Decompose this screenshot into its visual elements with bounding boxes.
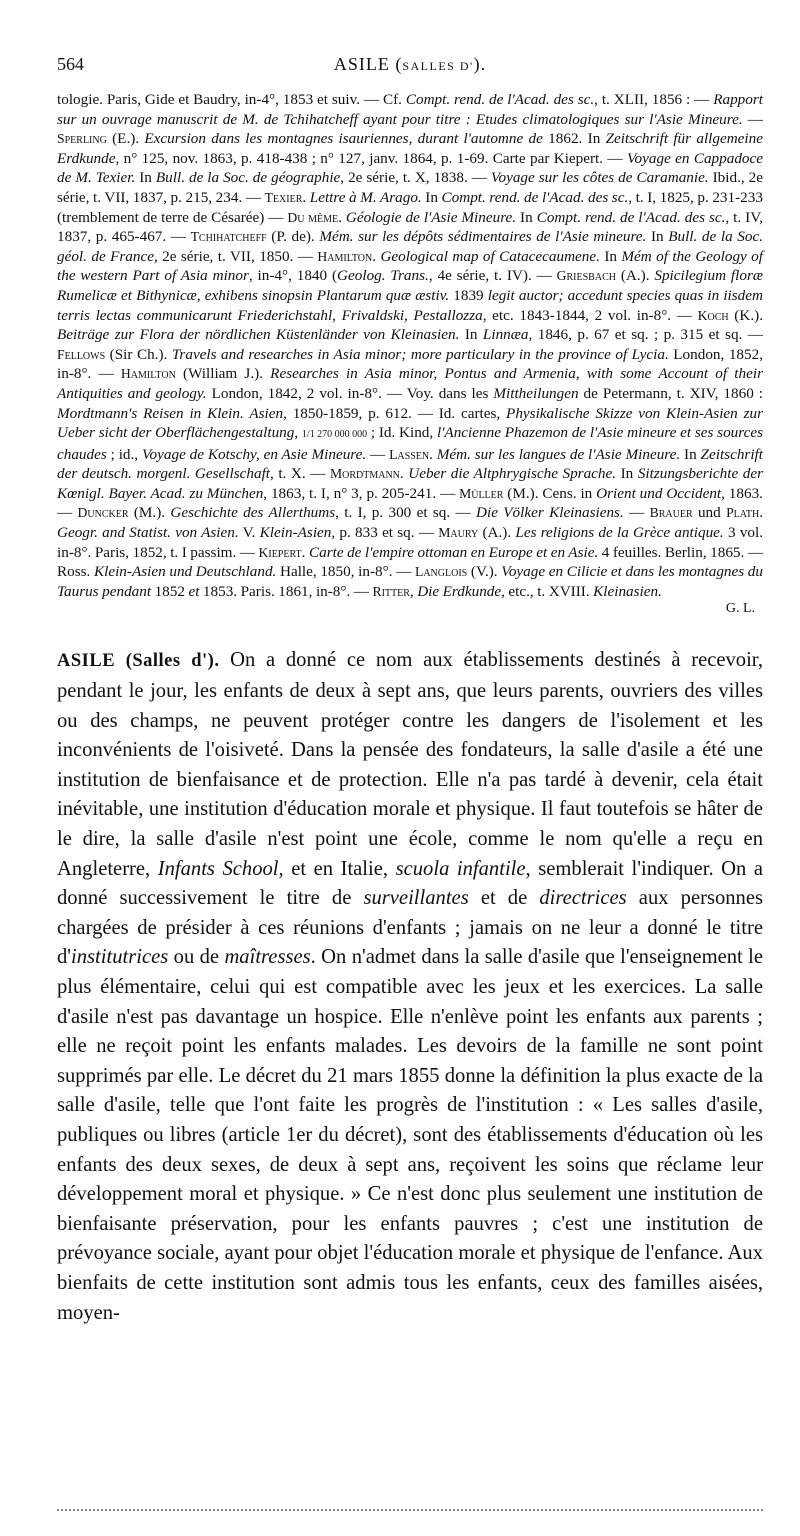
text-run: , t. I, p. 300 et sq. —	[335, 504, 477, 522]
italic-run: Rapport sur un ouvrage manuscrit de M. de Tchihatcheff ayant pour titre : Etudes climatologiques sur l'Asie Mineure.	[57, 91, 764, 128]
italic-run: Geolog. Trans.	[337, 267, 429, 285]
text-run: .	[399, 465, 409, 483]
text-run: Ibid., 2e série, t. VII, 1837, p. 215, 234. —	[57, 169, 763, 206]
italic-run: Linnæa	[482, 326, 529, 344]
author-name: Fellows	[57, 346, 106, 362]
text-run: ; Id. Kind,	[367, 424, 437, 442]
italic-run: Klein-Asien und Deutschland.	[94, 563, 277, 581]
text-run: In	[516, 208, 537, 226]
italic-run: Les religions de la Grèce antique.	[515, 524, 724, 542]
text-run: In	[680, 445, 701, 463]
italic-run: directrices	[539, 887, 627, 910]
author-name: Plath	[726, 505, 760, 521]
italic-run: scuola infantile	[395, 857, 526, 880]
italic-run: Excursion dans les montagnes isauriennes, durant l'automne de	[144, 130, 543, 148]
text-run: , 2e série, t. X, 1838. —	[340, 169, 491, 187]
text-run: —	[623, 504, 650, 522]
italic-run: Ueber die Altphrygische Sprache.	[408, 465, 617, 483]
italic-run: Spicilegium floræ Rumelicæ et Bithynicæ, exhibens sinopsin Plantarum quæ æstiv.	[57, 267, 763, 304]
italic-run: Sitzungsberichte der Kœnigl. Bayer. Acad. zu München	[57, 465, 763, 502]
text-run: 1839	[449, 286, 488, 304]
italic-run: et	[188, 582, 200, 600]
italic-run: Zeitschrift für allgemeine Erdkunde	[57, 130, 763, 167]
text-run: .	[301, 543, 309, 561]
italic-run: Mém. sur les dépôts sédimentaires de l'Asie mineure.	[319, 228, 647, 246]
text-run: .	[338, 208, 346, 226]
italic-run: Die Völker Kleinasiens.	[476, 504, 624, 522]
running-title-main: ASILE (	[333, 54, 403, 74]
italic-run: maîtresses	[224, 946, 311, 969]
footer-dotted-rule	[57, 1503, 763, 1511]
author-name: Langlois	[414, 564, 468, 580]
text-run: ou de	[168, 946, 225, 969]
text-run: 3 vol. in-8°. Paris, 1852, t. I passim. —	[57, 524, 764, 561]
bibliography-paragraph	[57, 90, 763, 601]
author-name: Maury	[438, 525, 479, 541]
page	[57, 54, 763, 1328]
text-run: (A.).	[615, 267, 655, 285]
text-run: , in-4°, 1840 (	[248, 267, 338, 285]
author-name: Ritter	[372, 583, 410, 599]
author-name: Hamilton	[317, 248, 373, 264]
author-name: Brauer	[649, 505, 693, 521]
italic-run: Physikalische Skizze von Klein-Asien zur Ueber sicht der Oberflächengestaltung,	[57, 404, 763, 442]
italic-run: Kleinasien.	[593, 582, 662, 600]
italic-run: Bull. de la Soc. géol. de France	[57, 228, 763, 265]
text-run: tologie. Paris, Gide et Baudry, in-4°, 1853 et suiv. — Cf.	[57, 91, 406, 108]
italic-run: legit auctor; accedunt species quas in iisdem terris lectas communicarunt Friederichstahl, Frivaldski, Pestallozza,	[57, 286, 763, 324]
author-name: Lassen	[389, 446, 430, 462]
italic-run: Travels and researches in Asia minor; more particulary in the province of Lycia.	[171, 345, 669, 363]
italic-run: Mordtmann's Reisen in Klein. Asien	[57, 404, 284, 422]
italic-run: Researches in Asia minor, Pontus and Armenia, with some Account of their Antiquities and geology.	[57, 365, 763, 402]
text-run: In	[646, 228, 669, 246]
author-name: Hamilton	[120, 366, 176, 382]
text-run: , p. 833 et sq. —	[331, 524, 439, 542]
italic-run: Lettre à M. Arago.	[309, 188, 422, 206]
text-run: , n° 125, nov. 1863, p. 418-438 ; n° 127, janv. 1864, p. 1-69. Carte par Kiepert. —	[115, 149, 627, 167]
author-name: Sperling	[57, 131, 107, 147]
italic-run: Compt. rend. de l'Acad. des sc.	[441, 188, 629, 206]
text-run: .	[429, 445, 437, 463]
author-name: Tchihatcheff	[190, 229, 267, 245]
text-run: , 1863, t. I, n° 3, p. 205-241. —	[263, 484, 460, 502]
text-run: In	[616, 465, 638, 483]
text-run: Halle, 1850, in-8°. —	[276, 563, 415, 581]
text-run: , 1863. —	[57, 484, 763, 522]
author-name: Du même	[287, 209, 339, 225]
text-run: —	[366, 445, 390, 463]
italic-run: Mém. sur les langues de l'Asie Mineure.	[436, 445, 681, 463]
text-run: de Petermann, t. XIV, 1860 :	[578, 384, 763, 402]
italic-run: institutrices	[71, 946, 169, 969]
text-run: und	[692, 504, 727, 522]
text-run: (M.). Cens. in	[503, 484, 597, 502]
text-run: (V.).	[467, 563, 502, 581]
text-run: 4 feuilles. Berlin, 1865. — Ross.	[57, 543, 764, 581]
running-title	[57, 54, 763, 75]
running-title-end: ).	[473, 54, 487, 74]
text-run: 1853. Paris. 1861, in-8°. —	[199, 582, 373, 600]
text-run: (Sir Ch.).	[105, 345, 172, 363]
text-run: .	[372, 247, 381, 265]
italic-run: Geogr. and Statist. von Asien.	[57, 524, 239, 542]
text-run: 1862. In	[542, 130, 606, 148]
text-run: V.	[238, 524, 260, 542]
italic-run: Beiträge zur Flora der nördlichen Küstenländer von Kleinasien.	[57, 326, 460, 344]
text-run: On a donné ce nom aux établissements destinés à recevoir, pendant le jour, les enfants de deux à sept ans, que leurs parents, ouvriers des villes ou des champs, ne peuvent protéger contre les dangers de l'isolement et les inconvénients de l'oisiveté. Dans la pensée des fondateurs, la salle d'asile a été une institution de bienfaisance et de protection. Elle n'a pas tardé à devenir, cela était inévitable, une institution d'éducation morale et physique. Il faut toutefois se hâter de le dire, la salle d'asile n'est point une école, comme le nom qu'elle a reçu en Angleterre,	[57, 649, 763, 880]
text-run: , 4e série, t. IV). —	[428, 267, 557, 285]
text-run: , semblerait l'indiquer. On a donné successivement le titre de	[57, 857, 764, 910]
text-run: , 1846, p. 67 et sq. ; p. 315 et sq. —	[528, 326, 763, 344]
italic-run: Geological map of Catacecaumene.	[380, 247, 600, 265]
text-run: et de	[468, 887, 540, 910]
text-run: In	[135, 169, 156, 187]
author-name: Mordtmann	[329, 466, 400, 482]
text-run: , 1850-1859, p. 612. — Id. cartes,	[283, 404, 507, 422]
italic-run: Orient und Occident	[596, 484, 722, 502]
author-name: Duncker	[77, 505, 129, 521]
text-run: . On n'admet dans la salle d'asile que l'enseignement le plus élémentaire, celui qui est compatible avec les jeux et les exercices. La salle d'asile n'est pas davantage un hospice. Elle n'enlève point les enfants aux parents ; elle ne reçoit point les enfants malades. Les devoirs de la famille ne sont point supprimés par elle. Le décret du 21 mars 1855 donne la définition la plus exacte de la salle d'asile, telle que l'ont faite les progrès de l'institution : « Les salles d'asile, publiques ou libres (article 1er du décret), sont des établissements d'éducation où les enfants des deux sexes, de deux à sept ans, reçoivent les soins que réclame leur développement moral et physique. » Ce n'est donc plus seulement une institution de bienfaisante préservation, pour les enfants pauvres ; c'est une institution de prévoyance sociale, ayant pour objet l'éducation morale et physique de l'enfance. Aux bienfaits de cette institution sont admis tous les enfants, ceux des familles aisées, moyen-	[57, 946, 764, 1324]
author-name: Müller	[459, 485, 504, 501]
running-head	[57, 54, 763, 90]
text-run: 1852	[151, 582, 189, 600]
italic-run: Mittheilungen	[493, 384, 579, 402]
text-run: (E.).	[106, 130, 145, 148]
running-title-small: SALLES D'	[402, 59, 474, 73]
scale-fraction: 1/1 270 000 000	[301, 429, 368, 441]
text-run: London, 1852, in-8°. —	[57, 345, 763, 383]
italic-run: Géologie de l'Asie Mineure.	[345, 208, 517, 226]
author-name: Griesbach	[556, 268, 616, 284]
text-run: , t. XLII, 1856 : —	[594, 91, 714, 108]
text-run: (A.).	[478, 524, 516, 542]
italic-run: Geschichte des Allerthums	[170, 504, 336, 522]
page-number: 564	[57, 54, 84, 74]
author-signature: G. L.	[725, 601, 755, 617]
italic-run: Bull. de la Soc. de géographie	[155, 169, 341, 187]
author-name: Texier	[264, 189, 303, 205]
text-run: ,	[409, 582, 418, 600]
text-run: In	[421, 188, 442, 206]
italic-run: Voyage sur les côtes de Caramanie.	[490, 169, 709, 187]
text-run: .	[302, 188, 310, 206]
text-run: , etc., t. XVIII.	[501, 582, 594, 600]
text-run: , t. I, 1825, p. 231-233 (tremblement de terre de Césarée) —	[57, 188, 763, 226]
author-name: Koch	[697, 307, 729, 323]
text-run: In	[459, 326, 483, 344]
italic-run: Voyage en Cilicie et dans les montagnes du Taurus pendant	[57, 563, 763, 600]
text-run: (M.).	[128, 504, 171, 522]
text-run: —	[742, 110, 763, 128]
italic-run: Carte de l'empire ottoman en Europe et en Asie.	[308, 543, 599, 561]
text-run: ; id.,	[106, 445, 142, 463]
italic-run: Klein-Asien	[259, 524, 332, 542]
entry-headword: ASILE (Salles d').	[57, 651, 220, 672]
italic-run: Compt. rend. de l'Acad. des sc.	[536, 208, 726, 226]
italic-run: Voyage de Kotschy, en Asie Mineure.	[141, 445, 367, 463]
italic-run: Zeitschrift der deutsch. morgenl. Gesellschaft	[57, 445, 763, 483]
text-run: , et en Italie,	[278, 857, 396, 880]
text-run: (K.).	[728, 306, 763, 324]
italic-run: Die Erdkunde	[417, 582, 502, 600]
text-run: , 2e série, t. VII, 1850. —	[153, 247, 318, 265]
text-run: London, 1842, 2 vol. in-8°. — Voy. dans les	[206, 384, 494, 402]
italic-run: Compt. rend. de l'Acad. des sc.	[405, 91, 595, 108]
article-paragraph	[57, 646, 763, 1328]
author-name: Kiepert	[258, 544, 302, 560]
italic-run: l'Ancienne Phazemon de l'Asie mineure et ses sources chaudes	[57, 424, 764, 463]
text-run: etc. 1843-1844, 2 vol. in-8°. —	[486, 306, 698, 324]
italic-run: surveillantes	[363, 887, 469, 910]
text-run: In	[599, 247, 622, 265]
text-run: (P. de).	[266, 228, 320, 246]
text-run: aux personnes chargées de présider à ces réunions d'enfants ; jamais on ne leur a donné le titre d'	[57, 887, 764, 969]
text-run: (William J.).	[175, 365, 271, 383]
italic-run: Infants School	[157, 857, 279, 880]
text-run: , t. IV, 1837, p. 465-467. —	[57, 208, 764, 246]
text-run: , t. X. —	[270, 465, 330, 483]
text-run: .	[759, 504, 764, 522]
italic-run: Mém of the Geology of the western Part of Asia minor	[57, 247, 763, 285]
italic-run: Voyage en Cappadoce de M. Texier.	[57, 149, 764, 187]
